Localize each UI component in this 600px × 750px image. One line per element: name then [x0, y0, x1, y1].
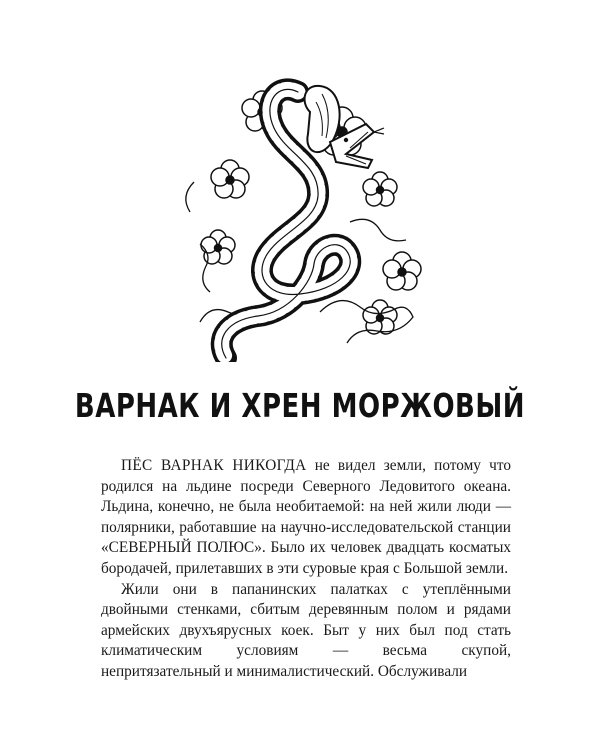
paragraph [101, 580, 511, 683]
chapter-body [101, 456, 511, 683]
paragraph-text: не видел земли, потому что родился на льдине посреди Северного Ледовитого океана. Льдина, конечно, не была необитаемой: на ней жили люди — полярники, работавшие на научно-исследовательской станции «СЕВЕРНЫЙ ПОЛЮС». Было их человек двадцать косматых бородачей, прилетавших в эти суровые края с Большой земли. [101, 457, 511, 577]
chapter-title: ВАРНАК И ХРЕН МОРЖОВЫЙ [74, 388, 526, 426]
paragraph-text: Жили они в папанинских палатках с утеплёнными двойными стенками, сбитым деревянным полом и рядами армейских двухъярусных коек. Быт у них был под стать климатическим условиям — весьма скупой, непритязательный и минималистический. Обслуживали [101, 580, 511, 680]
cobra-snake-icon [170, 72, 430, 362]
paragraph-lead: ПЁС ВАРНАК НИКОГДА [121, 457, 307, 474]
paragraph [101, 456, 511, 580]
snake-illustration [170, 72, 430, 362]
